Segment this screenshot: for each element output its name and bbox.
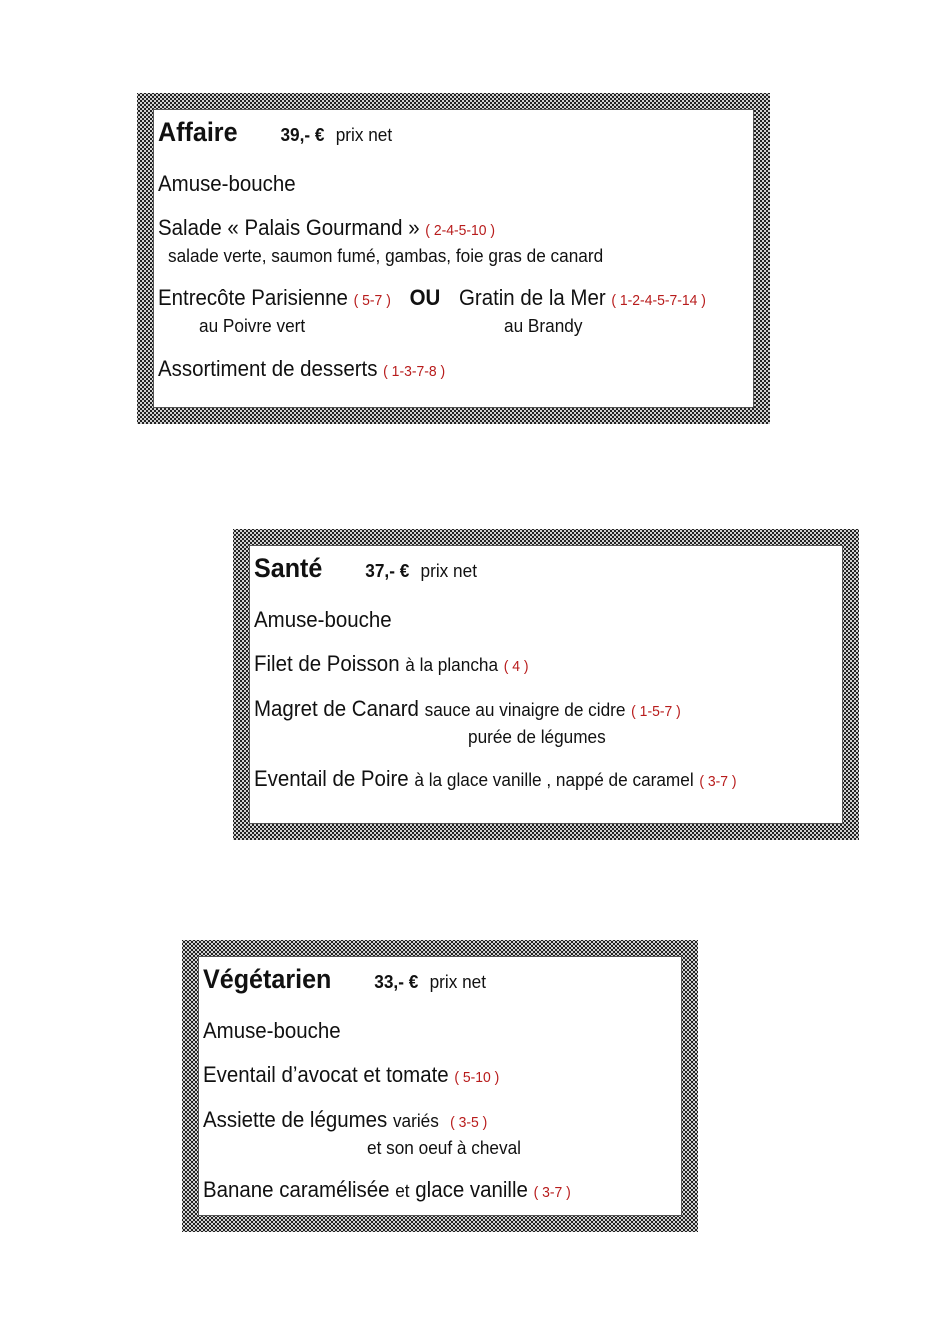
dish-name: Assiette de légumes <box>203 1107 388 1132</box>
menu-card-sante <box>233 529 859 840</box>
allergens: ( 3-7 ) <box>699 773 737 790</box>
allergens: ( 5-7 ) <box>353 292 391 309</box>
menu-card-affaire <box>137 93 770 424</box>
course-poire <box>254 766 737 792</box>
menu-price: 37,- € <box>365 560 410 581</box>
course-poisson <box>254 651 529 677</box>
dish-name: Magret de Canard <box>254 696 419 721</box>
course-avocat <box>203 1062 499 1088</box>
dish-name: glace vanille <box>415 1177 528 1202</box>
dish-connector: et <box>395 1180 410 1201</box>
course-dessert <box>158 356 445 382</box>
menu-header <box>203 964 486 995</box>
dish-description: au Brandy <box>504 315 583 336</box>
dish-description: salade verte, saumon fumé, gambas, foie gras de canard <box>168 245 604 266</box>
menu-title: Affaire <box>158 117 238 147</box>
course-magret <box>254 696 681 722</box>
course-banane <box>203 1177 571 1203</box>
dish-description: et son oeuf à cheval <box>367 1137 522 1158</box>
dish-description: sauce au vinaigre de cidre <box>424 699 626 720</box>
allergens: ( 1-2-4-5-7-14 ) <box>611 292 706 309</box>
menu-header <box>254 553 477 584</box>
course-salade <box>158 215 495 241</box>
menu-price-note: prix net <box>335 124 393 145</box>
course-amuse-bouche: Amuse-bouche <box>203 1018 341 1043</box>
allergens: ( 3-5 ) <box>450 1114 488 1131</box>
course-main <box>158 285 706 311</box>
dish-name: Filet de Poisson <box>254 651 400 676</box>
menu-title: Végétarien <box>203 964 332 994</box>
dish-name: Gratin de la Mer <box>458 285 606 310</box>
or-separator: OU <box>409 285 441 310</box>
dish-name: Entrecôte Parisienne <box>158 285 348 310</box>
dish-name: Eventail de Poire <box>254 766 409 791</box>
dish-description: au Poivre vert <box>199 315 306 336</box>
dish-description: purée de légumes <box>468 726 606 747</box>
dish-description: variés <box>392 1110 439 1131</box>
menu-card-inner <box>249 545 843 824</box>
menu-header <box>158 117 392 148</box>
allergens: ( 5-10 ) <box>454 1069 500 1086</box>
allergens: ( 1-3-7-8 ) <box>383 363 446 380</box>
dish-name: Salade « Palais Gourmand » <box>158 215 420 240</box>
menu-price-note: prix net <box>420 560 477 581</box>
dish-name: Banane caramélisée <box>203 1177 390 1202</box>
menu-price-note: prix net <box>429 971 486 992</box>
course-amuse-bouche: Amuse-bouche <box>158 171 296 196</box>
allergens: ( 4 ) <box>503 658 529 675</box>
dish-description: à la glace vanille , nappé de caramel <box>414 769 694 790</box>
allergens: ( 2-4-5-10 ) <box>425 222 496 239</box>
course-amuse-bouche: Amuse-bouche <box>254 607 392 632</box>
menu-title: Santé <box>254 553 323 583</box>
dish-name: Eventail d’avocat et tomate <box>203 1062 449 1087</box>
dish-description: à la plancha <box>405 654 499 675</box>
course-assiette <box>203 1107 487 1133</box>
menu-card-inner <box>153 109 754 408</box>
menu-card-vegetarien <box>182 940 698 1232</box>
menu-price: 33,- € <box>374 971 419 992</box>
menu-price: 39,- € <box>280 124 325 145</box>
allergens: ( 3-7 ) <box>533 1184 571 1201</box>
allergens: ( 1-5-7 ) <box>631 703 681 720</box>
menu-card-inner <box>198 956 682 1216</box>
dish-name: Assortiment de desserts <box>158 356 378 381</box>
